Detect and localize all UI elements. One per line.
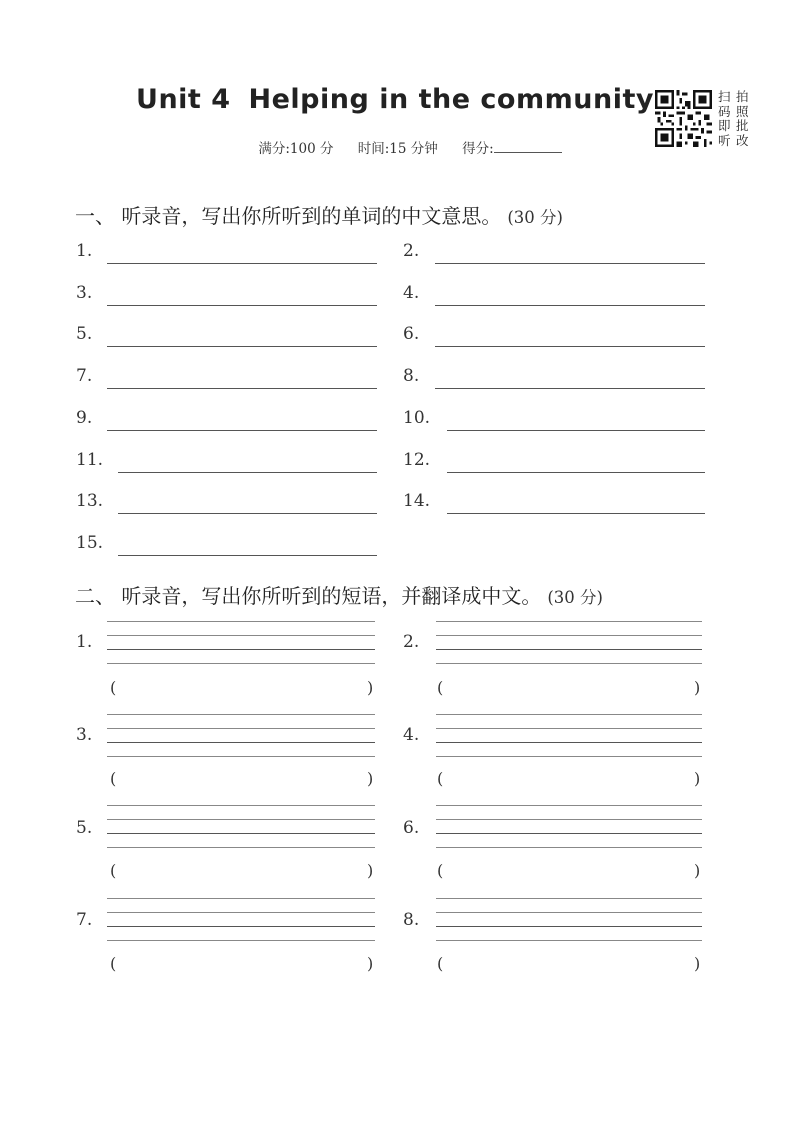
s2-paren-close: ) xyxy=(694,678,701,697)
s1-item-2: 2. xyxy=(403,241,420,261)
section2-heading: 二、 听录音，写出你所听到的短语，并翻译成中文。 (30 分) xyxy=(75,584,603,608)
s2-line[interactable] xyxy=(107,756,375,757)
s1-item-1: 1. xyxy=(76,241,93,261)
s2-paren-close: ) xyxy=(694,861,701,880)
s2-item-6: 6. xyxy=(403,818,420,838)
s2-answer-7[interactable] xyxy=(107,926,375,927)
score-line xyxy=(0,137,800,157)
s2-paren-close: ) xyxy=(367,678,374,697)
s2-item-3: 3. xyxy=(76,725,93,745)
s2-answer-6[interactable] xyxy=(436,833,702,834)
s1-answer-1[interactable] xyxy=(107,263,377,264)
s1-answer-14[interactable] xyxy=(447,513,705,514)
score-label: 得分: xyxy=(462,141,562,157)
title-unit: Unit 4 xyxy=(136,84,231,115)
s2-answer-2[interactable] xyxy=(436,649,702,650)
s1-item-10: 10. xyxy=(403,408,431,428)
s2-line[interactable] xyxy=(436,635,702,636)
s2-line[interactable] xyxy=(107,805,375,806)
s1-item-14: 14. xyxy=(403,491,431,511)
s2-paren-open: ( xyxy=(110,769,117,788)
s2-paren-open: ( xyxy=(110,678,117,697)
s2-line[interactable] xyxy=(436,756,702,757)
s1-answer-12[interactable] xyxy=(447,472,705,473)
s1-answer-3[interactable] xyxy=(107,305,377,306)
s2-line[interactable] xyxy=(436,805,702,806)
s2-paren-open: ( xyxy=(437,861,444,880)
s2-item-2: 2. xyxy=(403,632,420,652)
qr-caption: 扫 拍 码 照 即 批 听 改 xyxy=(718,89,749,148)
s1-answer-15[interactable] xyxy=(118,555,377,556)
s1-item-4: 4. xyxy=(403,283,420,303)
s1-item-8: 8. xyxy=(403,366,420,386)
s2-line[interactable] xyxy=(107,663,375,664)
s2-line[interactable] xyxy=(436,819,702,820)
total-score: 满分:100 分 xyxy=(258,141,334,157)
score-blank[interactable] xyxy=(494,140,562,153)
s1-answer-13[interactable] xyxy=(118,513,377,514)
s2-paren-open: ( xyxy=(437,678,444,697)
s2-answer-3[interactable] xyxy=(107,742,375,743)
s1-answer-5[interactable] xyxy=(107,346,377,347)
s2-line[interactable] xyxy=(436,714,702,715)
s2-answer-4[interactable] xyxy=(436,742,702,743)
s1-item-15: 15. xyxy=(76,533,104,553)
s2-answer-5[interactable] xyxy=(107,833,375,834)
s2-line[interactable] xyxy=(107,940,375,941)
s1-answer-6[interactable] xyxy=(435,346,705,347)
s2-answer-1[interactable] xyxy=(107,649,375,650)
s2-line[interactable] xyxy=(107,621,375,622)
s2-item-1: 1. xyxy=(76,632,93,652)
s1-answer-10[interactable] xyxy=(447,430,705,431)
s1-answer-2[interactable] xyxy=(435,263,705,264)
s2-paren-close: ) xyxy=(694,769,701,788)
s2-line[interactable] xyxy=(107,635,375,636)
s1-item-13: 13. xyxy=(76,491,104,511)
s2-item-8: 8. xyxy=(403,910,420,930)
s2-paren-close: ) xyxy=(367,861,374,880)
s2-paren-open: ( xyxy=(110,954,117,973)
s1-item-9: 9. xyxy=(76,408,93,428)
s1-answer-11[interactable] xyxy=(118,472,377,473)
s2-line[interactable] xyxy=(436,912,702,913)
s1-answer-8[interactable] xyxy=(435,388,705,389)
section1-heading: 一、 听录音，写出你所听到的单词的中文意思。 (30 分) xyxy=(75,204,563,228)
s2-item-7: 7. xyxy=(76,910,93,930)
time-limit: 时间:15 分钟 xyxy=(357,141,438,157)
s1-item-7: 7. xyxy=(76,366,93,386)
s2-item-5: 5. xyxy=(76,818,93,838)
s1-answer-4[interactable] xyxy=(435,305,705,306)
s2-line[interactable] xyxy=(436,621,702,622)
s1-item-11: 11. xyxy=(76,450,104,470)
s2-paren-close: ) xyxy=(367,769,374,788)
s2-paren-close: ) xyxy=(694,954,701,973)
s2-answer-8[interactable] xyxy=(436,926,702,927)
s2-line[interactable] xyxy=(436,847,702,848)
s2-line[interactable] xyxy=(436,663,702,664)
s2-paren-open: ( xyxy=(110,861,117,880)
s2-line[interactable] xyxy=(107,819,375,820)
s1-item-6: 6. xyxy=(403,324,420,344)
title-main: Helping in the community xyxy=(248,84,654,115)
s2-line[interactable] xyxy=(107,912,375,913)
s2-paren-open: ( xyxy=(437,954,444,973)
s2-paren-close: ) xyxy=(367,954,374,973)
s2-line[interactable] xyxy=(107,847,375,848)
s2-paren-open: ( xyxy=(437,769,444,788)
s2-item-4: 4. xyxy=(403,725,420,745)
s2-line[interactable] xyxy=(436,940,702,941)
s1-answer-9[interactable] xyxy=(107,430,377,431)
s1-answer-7[interactable] xyxy=(107,388,377,389)
s2-line[interactable] xyxy=(436,728,702,729)
s2-line[interactable] xyxy=(107,898,375,899)
s2-line[interactable] xyxy=(436,898,702,899)
s2-line[interactable] xyxy=(107,728,375,729)
s1-item-12: 12. xyxy=(403,450,431,470)
s1-item-5: 5. xyxy=(76,324,93,344)
s1-item-3: 3. xyxy=(76,283,93,303)
s2-line[interactable] xyxy=(107,714,375,715)
